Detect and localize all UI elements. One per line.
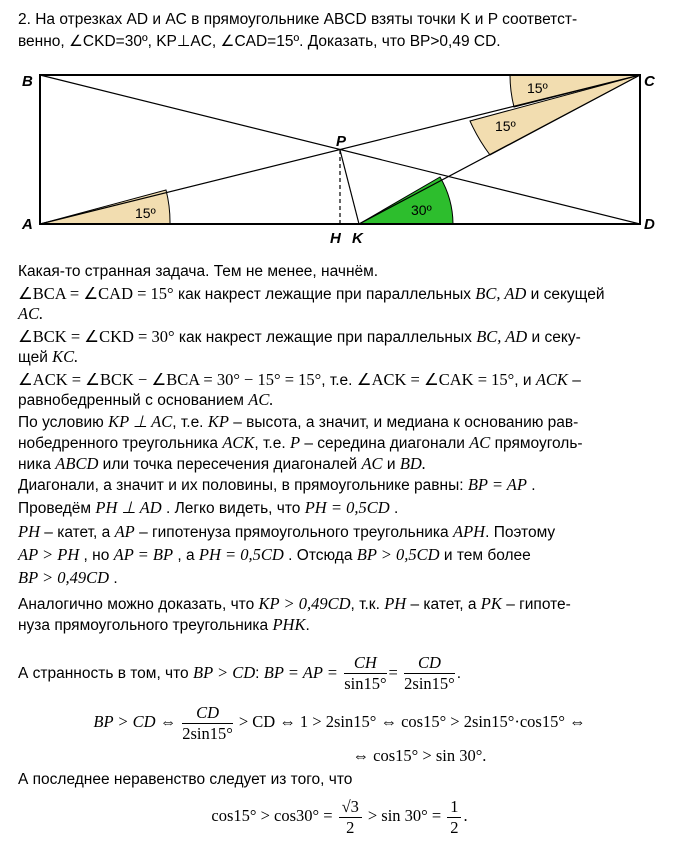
label-b: B	[22, 73, 33, 90]
label-k: K	[352, 230, 363, 247]
math: P	[289, 433, 301, 452]
math: BP > CD	[193, 663, 256, 682]
text: . Легко видеть, что	[161, 500, 305, 517]
angle-label-c-mid: 15º	[495, 118, 516, 134]
denominator: sin15°	[344, 674, 387, 694]
text: , т.е.	[254, 435, 290, 452]
math: ∠ACK = ∠CAK = 15°	[356, 370, 515, 389]
label-a: A	[22, 216, 33, 233]
text: как накрест лежащие при параллельных	[174, 329, 477, 346]
math: BD.	[399, 454, 426, 473]
statement-2	[18, 327, 662, 348]
numerator: CD	[182, 703, 233, 724]
math: AC.	[248, 390, 274, 409]
math: PH	[18, 522, 40, 541]
math: AC	[469, 433, 491, 452]
math: PH = 0,5CD	[304, 498, 390, 517]
text: прямоуголь-	[490, 435, 583, 452]
math: PK	[480, 594, 502, 613]
text: щей	[18, 349, 53, 366]
math: PHK	[272, 615, 306, 634]
statement-4-cont2	[18, 454, 662, 475]
text: :	[255, 665, 264, 682]
numerator: 1	[447, 797, 461, 818]
statement-6	[18, 498, 662, 519]
label-h: H	[330, 230, 341, 247]
math: > sin 30° =	[367, 806, 442, 825]
math: PH ⊥ AD	[95, 498, 162, 517]
statement-11	[18, 651, 662, 696]
text: Проведём	[18, 500, 96, 517]
text: и тем более	[439, 547, 531, 564]
math: PH	[384, 594, 407, 613]
numerator: CD	[404, 653, 455, 674]
math: APH	[453, 522, 486, 541]
text: А странность в том, что	[18, 665, 193, 682]
statement-5	[18, 475, 662, 496]
math: AC.	[18, 304, 44, 323]
statement-10-cont	[18, 615, 662, 636]
math: ∠BCA = ∠CAD = 15°	[18, 284, 174, 303]
math: BP > 0,5CD	[356, 545, 440, 564]
math: PH = 0,5CD	[198, 545, 284, 564]
numerator: √3	[339, 797, 362, 818]
denominator: 2	[346, 817, 355, 837]
math: BP = AP	[467, 475, 527, 494]
statement-4-cont	[18, 433, 662, 454]
text: , т.е.	[321, 372, 357, 389]
statement-12: А последнее неравенство следует из того, что	[18, 771, 353, 788]
equation-3	[0, 794, 679, 839]
math: .	[463, 806, 468, 825]
text: .	[305, 617, 310, 634]
math: ∠BCK = ∠CKD = 30°	[18, 327, 175, 346]
statement-2-cont	[18, 347, 662, 368]
math: ∠ACK = ∠BCK − ∠BCA = 30° − 15° = 15°	[18, 370, 322, 389]
text: нуза прямоугольного треугольника	[18, 617, 273, 634]
math: ⇔ cos15° > sin 30°.	[352, 746, 487, 765]
text: – середина диагонали	[300, 435, 470, 452]
fraction-cd-2sin15	[404, 653, 455, 694]
math: BC, AD	[476, 327, 528, 346]
math: KP > 0,49CD	[258, 594, 351, 613]
text: нобедренного треугольника	[18, 435, 223, 452]
math: KP ⊥ AC	[108, 412, 173, 431]
text: – катет, а	[40, 524, 115, 541]
text: ника	[18, 456, 56, 473]
text: и секущей	[526, 286, 605, 303]
math: ABCD	[55, 454, 99, 473]
fraction-1-2	[447, 797, 461, 838]
text: Диагонали, а значит и их половины, в прямоугольнике равны:	[18, 477, 468, 494]
text: .	[389, 500, 399, 517]
text: – катет, а	[406, 596, 481, 613]
equation-1	[0, 700, 679, 745]
text: . Поэтому	[485, 524, 556, 541]
text: – гипоте-	[501, 596, 571, 613]
fraction-cd-2sin15-b	[182, 703, 233, 744]
segment-kc	[359, 75, 640, 224]
statement-8	[18, 545, 662, 566]
statement-4	[18, 412, 662, 433]
denominator: 2sin15°	[404, 674, 455, 694]
statement-10	[18, 594, 662, 615]
math: BP > 0,49CD	[18, 568, 110, 587]
numerator: CH	[344, 653, 386, 674]
geometry-figure	[0, 0, 679, 250]
math: > CD ⇔ 1 > 2sin15° ⇔ cos15° > 2sin15°·cos15° ⇔	[238, 712, 586, 731]
text: .	[109, 570, 118, 587]
intro-line: Какая-то странная задача. Тем не менее, начнём.	[18, 263, 379, 280]
label-d: D	[644, 216, 655, 233]
text: Аналогично можно доказать, что	[18, 596, 259, 613]
text: . Отсюда	[283, 547, 357, 564]
text: и секу-	[527, 329, 581, 346]
statement-7	[18, 522, 662, 543]
angle-label-k: 30º	[411, 202, 432, 218]
problem-line-1: 2. На отрезках AD и AC в прямоугольнике ABCD взяты точки K и P соответст-	[18, 11, 578, 28]
text: или точка пересечения диагоналей	[98, 456, 362, 473]
math: AC	[361, 454, 383, 473]
segment-pk	[340, 150, 359, 224]
statement-1-cont	[18, 304, 662, 325]
statement-3-cont	[18, 390, 662, 411]
math: =	[388, 663, 398, 682]
text: – гипотенуза прямоугольного треугольника	[134, 524, 453, 541]
math: AP > PH	[18, 545, 80, 564]
math: ACK	[222, 433, 255, 452]
text: , а	[173, 547, 199, 564]
math: AP	[114, 522, 135, 541]
text: как накрест лежащие при параллельных	[173, 286, 476, 303]
text: .	[526, 477, 536, 494]
text: , но	[79, 547, 114, 564]
equation-2	[0, 746, 679, 766]
label-c: C	[644, 73, 655, 90]
text: равнобедренный с основанием	[18, 392, 249, 409]
fraction-sqrt3-2	[339, 797, 362, 838]
math: BP > CD ⇔	[93, 712, 177, 731]
math: KC.	[52, 347, 79, 366]
statement-9	[18, 568, 662, 589]
text: По условию	[18, 414, 109, 431]
math: AP = BP	[113, 545, 174, 564]
text: , т.е.	[172, 414, 208, 431]
math: BC, AD	[475, 284, 527, 303]
text: , т.к.	[350, 596, 385, 613]
text: – высота, а значит, и медиана к основанию рав-	[228, 414, 579, 431]
denominator: 2sin15°	[182, 723, 233, 743]
text: –	[567, 372, 581, 389]
math: ACK	[535, 370, 568, 389]
angle-label-a: 15º	[135, 205, 156, 221]
math: KP	[207, 412, 229, 431]
text: .	[456, 665, 462, 682]
text: , и	[514, 372, 536, 389]
fraction-ch-sin15	[344, 653, 386, 694]
math: cos15° > cos30° =	[211, 806, 333, 825]
statement-3	[18, 370, 662, 391]
label-p: P	[336, 133, 347, 150]
problem-line-2: венно, ∠CKD=30º, KP⊥AC, ∠CAD=15º. Доказать, что BP>0,49 CD.	[18, 33, 501, 50]
text: и	[382, 456, 400, 473]
math: BP = AP =	[263, 663, 338, 682]
denominator: 2	[450, 817, 459, 837]
angle-label-c-top: 15º	[527, 80, 548, 96]
statement-1	[18, 284, 662, 305]
